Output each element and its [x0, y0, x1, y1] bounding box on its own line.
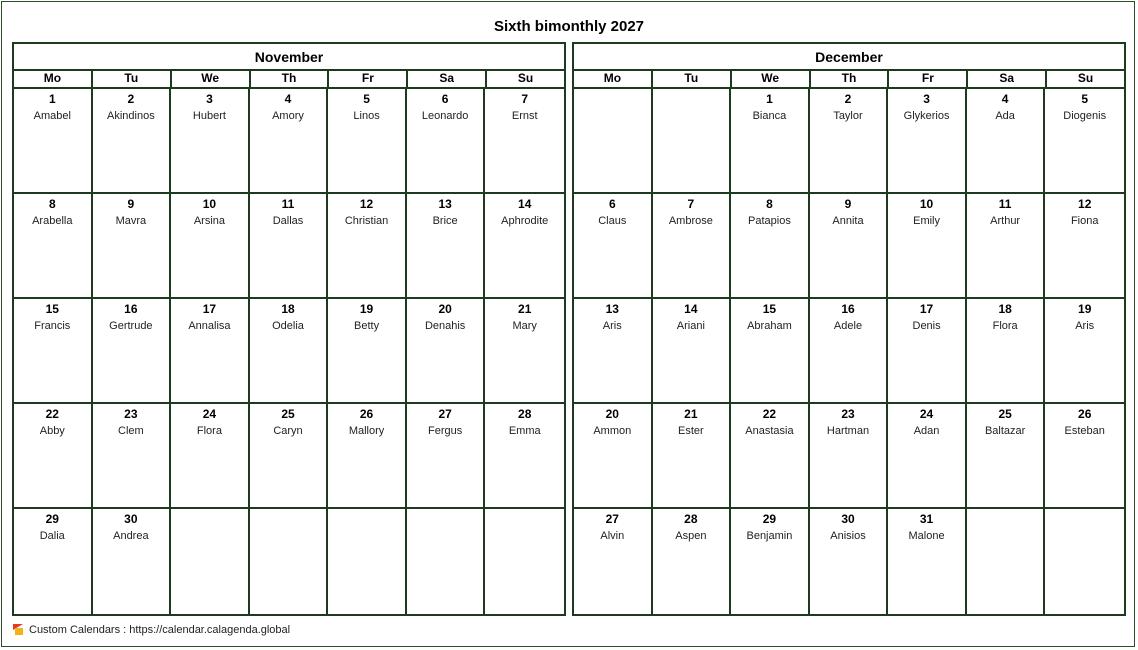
weekday-label: Fr [329, 71, 408, 87]
day-cell [407, 509, 486, 614]
day-number: 1 [48, 92, 56, 106]
name-day: Odelia [272, 320, 304, 332]
day-cell [810, 509, 889, 614]
day-number: 22 [45, 407, 59, 421]
day-cell [171, 89, 250, 194]
day-number: 6 [441, 92, 449, 106]
day-cell [653, 299, 732, 404]
day-number: 23 [124, 407, 138, 421]
day-cell [888, 404, 967, 509]
day-cell [810, 194, 889, 299]
day-cell [93, 509, 172, 614]
name-day: Hartman [826, 425, 870, 437]
day-cell [1045, 89, 1124, 194]
day-number: 12 [359, 197, 374, 211]
weekday-label: Tu [93, 71, 172, 87]
day-number: 30 [841, 512, 855, 526]
name-day: Alvin [600, 530, 625, 542]
name-day: Betty [354, 320, 380, 332]
day-cell [888, 194, 967, 299]
name-day: Aris [1075, 320, 1095, 332]
day-number: 24 [202, 407, 217, 421]
day-grid [574, 89, 1124, 614]
day-cell [14, 509, 93, 614]
name-day: Mary [512, 320, 537, 332]
name-day: Christian [344, 215, 389, 227]
day-number: 24 [919, 407, 934, 421]
day-number: 31 [919, 512, 934, 526]
name-day: Ammon [593, 425, 632, 437]
day-cell [653, 509, 732, 614]
name-day: Arabella [32, 215, 73, 227]
day-number: 15 [45, 302, 59, 316]
day-number: 23 [841, 407, 855, 421]
day-number: 22 [762, 407, 777, 421]
name-day: Aphrodite [501, 215, 549, 227]
day-cell [888, 89, 967, 194]
name-day: Caryn [273, 425, 303, 437]
day-number: 17 [202, 302, 217, 316]
weekday-label: We [172, 71, 251, 87]
name-day: Amory [272, 110, 304, 122]
name-day: Bianca [752, 110, 787, 122]
day-cell [407, 89, 486, 194]
day-number: 26 [359, 407, 374, 421]
day-cell [574, 89, 653, 194]
footer [13, 624, 290, 636]
day-cell [328, 89, 407, 194]
name-day: Ernst [511, 110, 538, 122]
day-cell [14, 194, 93, 299]
day-cell [328, 194, 407, 299]
name-day: Mallory [348, 425, 385, 437]
day-number: 13 [605, 302, 619, 316]
day-cell [485, 89, 564, 194]
name-day: Flora [992, 320, 1018, 332]
name-day: Flora [196, 425, 222, 437]
name-day: Anisios [830, 530, 866, 542]
day-cell [328, 299, 407, 404]
day-cell [93, 89, 172, 194]
weekday-label: Th [251, 71, 330, 87]
name-day: Anastasia [745, 425, 794, 437]
name-day: Aris [602, 320, 622, 332]
day-number: 29 [762, 512, 777, 526]
name-day: Ariani [676, 320, 705, 332]
day-number: 3 [923, 92, 930, 106]
day-cell [574, 299, 653, 404]
day-number: 28 [684, 512, 698, 526]
name-day: Diogenis [1063, 110, 1107, 122]
name-day: Francis [34, 320, 71, 332]
name-day: Claus [598, 215, 627, 227]
day-number: 7 [687, 197, 695, 211]
day-number: 1 [766, 92, 773, 106]
name-day: Baltazar [984, 425, 1026, 437]
footer-link[interactable]: Custom Calendars : https://calendar.calagenda.global [29, 624, 291, 636]
day-cell [485, 299, 564, 404]
weekday-label: Sa [968, 71, 1047, 87]
day-cell [250, 509, 329, 614]
day-cell [888, 299, 967, 404]
name-day: Taylor [833, 110, 863, 122]
name-day: Arsina [193, 215, 226, 227]
day-cell [967, 89, 1046, 194]
name-day: Denahis [424, 320, 466, 332]
day-number: 14 [684, 302, 698, 316]
day-cell [250, 404, 329, 509]
day-cell [171, 404, 250, 509]
name-day: Fiona [1070, 215, 1099, 227]
weekday-label: Th [811, 71, 890, 87]
day-cell [731, 299, 810, 404]
day-cell [485, 404, 564, 509]
name-day: Andrea [113, 530, 149, 542]
name-day: Gertrude [109, 320, 153, 332]
day-number: 26 [1078, 407, 1092, 421]
day-number: 18 [998, 302, 1012, 316]
day-number: 17 [919, 302, 934, 316]
day-number: 25 [281, 407, 295, 421]
day-number: 5 [1081, 92, 1089, 106]
day-number: 28 [518, 407, 532, 421]
day-cell [967, 299, 1046, 404]
day-cell [93, 194, 172, 299]
day-number: 13 [438, 197, 452, 211]
day-cell [328, 404, 407, 509]
name-day: Akindinos [107, 110, 155, 122]
name-day: Dalia [39, 530, 65, 542]
page-title: Sixth bimonthly 2027 [493, 18, 645, 35]
day-number: 2 [844, 92, 852, 106]
day-number: 2 [127, 92, 135, 106]
day-cell [250, 299, 329, 404]
day-number: 11 [998, 197, 1012, 211]
weekday-label: We [732, 71, 811, 87]
day-number: 27 [605, 512, 619, 526]
day-cell [967, 404, 1046, 509]
day-number: 20 [605, 407, 619, 421]
day-number: 14 [518, 197, 532, 211]
weekday-label: Mo [14, 71, 93, 87]
name-day: Amabel [33, 110, 71, 122]
name-day: Linos [353, 110, 380, 122]
weekday-label: Su [517, 71, 534, 85]
day-cell [171, 194, 250, 299]
day-cell [731, 509, 810, 614]
day-number: 19 [359, 302, 374, 316]
name-day: Annalisa [188, 320, 231, 332]
name-day: Mavra [115, 215, 147, 227]
day-cell [93, 404, 172, 509]
day-cell [250, 194, 329, 299]
name-day: Ada [995, 110, 1015, 122]
day-number: 27 [438, 407, 452, 421]
day-cell [653, 404, 732, 509]
name-day: Brice [432, 215, 458, 227]
day-cell [810, 89, 889, 194]
day-cell [328, 509, 407, 614]
day-cell [1045, 299, 1124, 404]
day-number: 16 [841, 302, 855, 316]
day-cell [1045, 404, 1124, 509]
name-day: Aspen [675, 530, 707, 542]
name-day: Glykerios [903, 110, 950, 122]
calagenda-logo-icon [13, 624, 25, 636]
name-day: Ambrose [668, 215, 713, 227]
name-day: Abraham [747, 320, 792, 332]
weekday-label: Sa [408, 71, 487, 87]
day-cell [485, 509, 564, 614]
name-day: Annita [832, 215, 864, 227]
weekday-label: Fr [889, 71, 968, 87]
day-number: 29 [45, 512, 59, 526]
day-cell [1045, 194, 1124, 299]
day-number: 4 [1001, 92, 1009, 106]
day-cell [574, 194, 653, 299]
day-number: 7 [521, 92, 529, 106]
day-cell [574, 509, 653, 614]
name-day: Emily [913, 215, 940, 227]
name-day: Benjamin [746, 530, 793, 542]
day-cell [407, 194, 486, 299]
day-cell [574, 404, 653, 509]
name-day: Denis [912, 320, 941, 332]
month-name: November [14, 44, 564, 71]
day-cell [407, 299, 486, 404]
name-day: Esteban [1064, 425, 1105, 437]
day-cell [407, 404, 486, 509]
day-number: 3 [206, 92, 213, 106]
day-cell [171, 299, 250, 404]
name-day: Ester [678, 425, 704, 437]
name-day: Arthur [990, 215, 1021, 227]
day-number: 15 [762, 302, 777, 316]
day-number: 8 [48, 197, 56, 211]
name-day: Malone [908, 530, 945, 542]
weekday-label: Su [1077, 71, 1094, 85]
day-number: 16 [124, 302, 138, 316]
day-cell [14, 299, 93, 404]
name-day: Dallas [272, 215, 304, 227]
day-number: 30 [124, 512, 138, 526]
day-number: 10 [919, 197, 934, 211]
day-cell [250, 89, 329, 194]
day-cell [1045, 509, 1124, 614]
day-cell [653, 89, 732, 194]
name-day: Emma [508, 425, 541, 437]
day-cell [14, 89, 93, 194]
name-day: Abby [39, 425, 65, 437]
name-day: Fergus [428, 425, 463, 437]
day-number: 21 [518, 302, 532, 316]
month-name: December [574, 44, 1124, 71]
day-number: 6 [608, 197, 616, 211]
day-number: 10 [202, 197, 217, 211]
day-cell [14, 404, 93, 509]
name-day: Patapios [748, 215, 791, 227]
day-cell [888, 509, 967, 614]
day-number: 20 [438, 302, 452, 316]
day-number: 8 [766, 197, 773, 211]
day-cell [93, 299, 172, 404]
day-cell [171, 509, 250, 614]
month-december [572, 42, 1126, 616]
month-november [12, 42, 566, 616]
day-cell [967, 194, 1046, 299]
weekday-label: Mo [574, 71, 653, 87]
day-number: 4 [284, 92, 292, 106]
day-cell [810, 404, 889, 509]
name-day: Leonardo [421, 110, 469, 122]
name-day: Hubert [192, 110, 226, 122]
day-number: 5 [363, 92, 370, 106]
day-number: 25 [998, 407, 1012, 421]
weekday-label: Tu [653, 71, 732, 87]
day-cell [485, 194, 564, 299]
day-cell [731, 89, 810, 194]
day-cell [653, 194, 732, 299]
day-number: 9 [844, 197, 852, 211]
name-day: Clem [118, 425, 144, 437]
weekday-header-row [14, 71, 564, 89]
day-number: 19 [1078, 302, 1092, 316]
day-cell [731, 194, 810, 299]
day-number: 18 [281, 302, 295, 316]
name-day: Adan [913, 425, 940, 437]
day-cell [967, 509, 1046, 614]
day-number: 12 [1078, 197, 1092, 211]
name-day: Adele [833, 320, 863, 332]
day-cell [810, 299, 889, 404]
day-cell [731, 404, 810, 509]
weekday-header-row [574, 71, 1124, 89]
day-number: 9 [127, 197, 135, 211]
day-grid [14, 89, 564, 614]
day-number: 11 [281, 197, 295, 211]
day-number: 21 [684, 407, 698, 421]
